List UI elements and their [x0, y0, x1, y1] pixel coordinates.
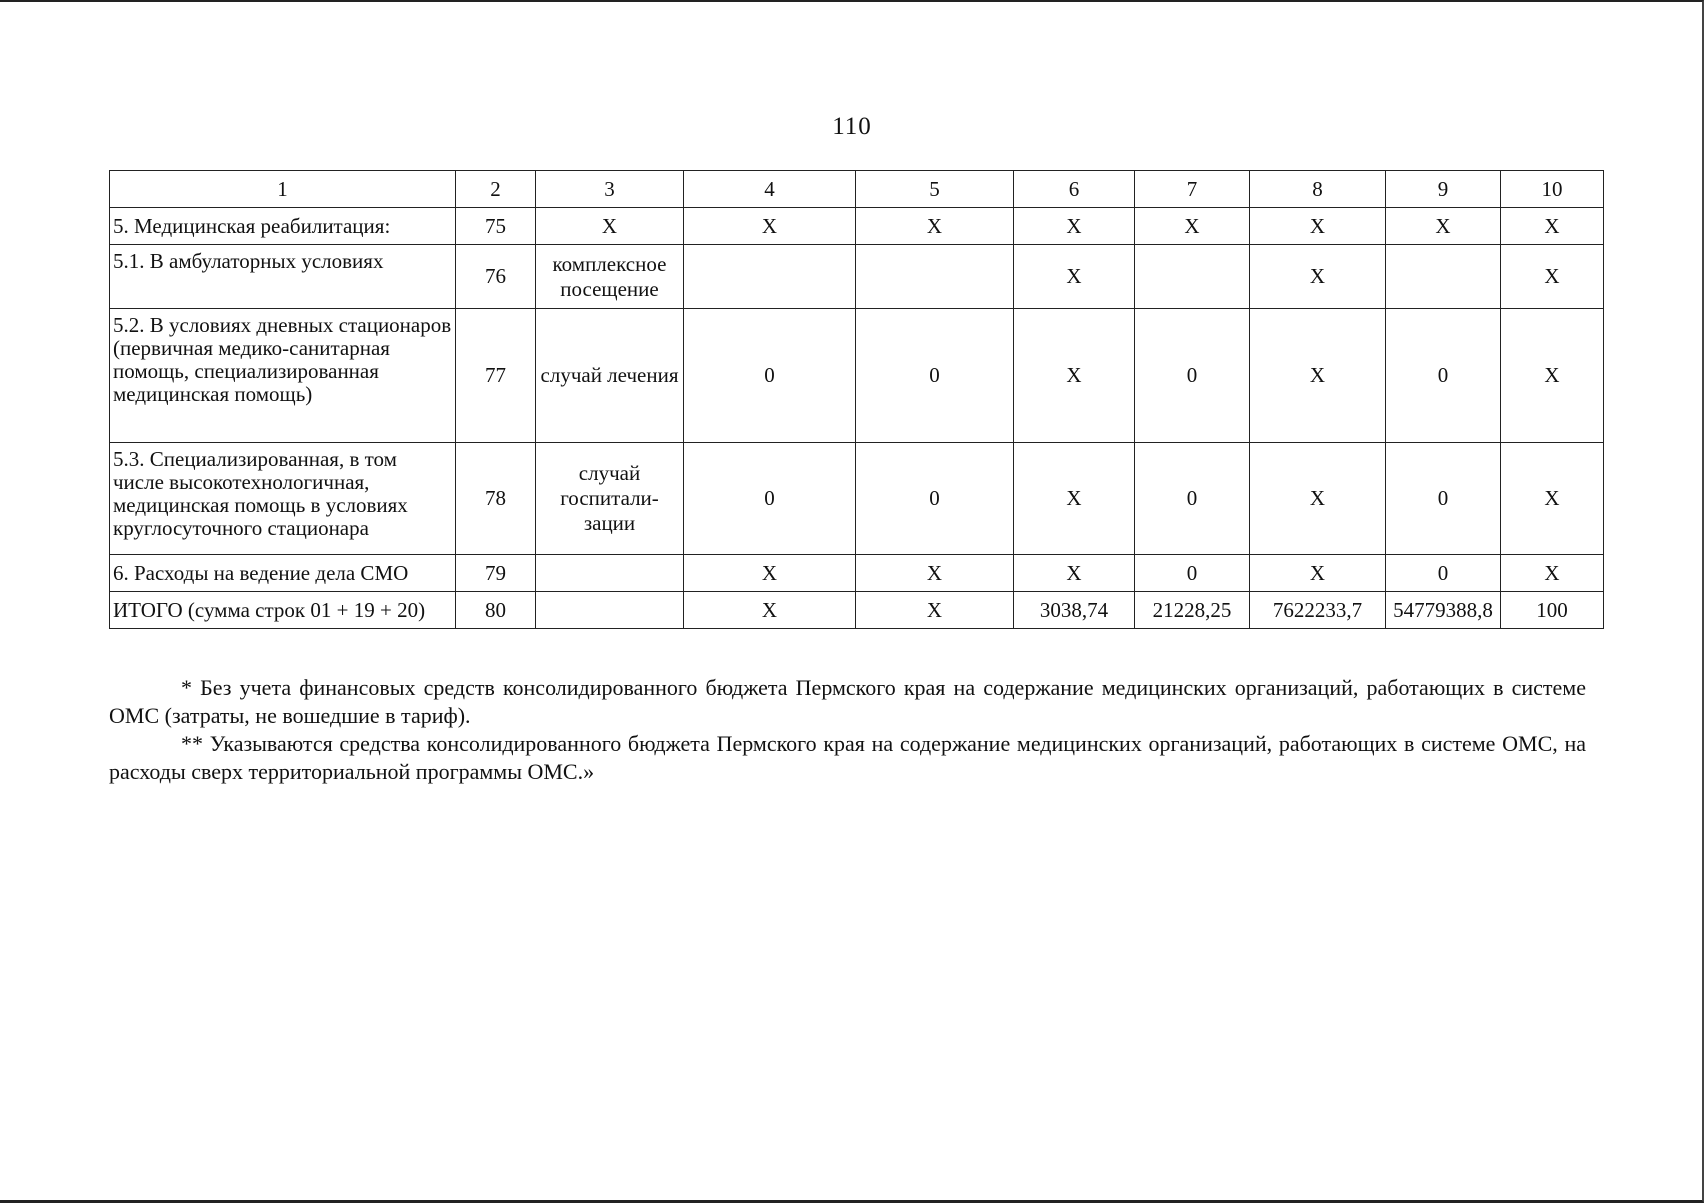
table-row	[110, 555, 1604, 592]
footnotes	[109, 674, 1586, 786]
cell-col6: X	[1014, 555, 1135, 592]
table-header-row	[110, 171, 1604, 208]
column-header: 5	[856, 171, 1014, 208]
cell-col8: X	[1250, 443, 1386, 555]
page-number: 110	[832, 113, 872, 140]
cell-col9: 0	[1386, 309, 1501, 443]
cell-col4: X	[684, 208, 856, 245]
cell-col7	[1135, 245, 1250, 309]
cell-col8: X	[1250, 208, 1386, 245]
row-name: ИТОГО (сумма строк 01 + 19 + 20)	[110, 592, 456, 629]
row-name: 5. Медицинская реабилитация:	[110, 208, 456, 245]
column-header: 3	[536, 171, 684, 208]
cell-col4: X	[684, 555, 856, 592]
cell-col8: 7622233,7	[1250, 592, 1386, 629]
cell-col9: 0	[1386, 443, 1501, 555]
cell-col5: X	[856, 208, 1014, 245]
cell-col4: 0	[684, 309, 856, 443]
cell-col8: X	[1250, 309, 1386, 443]
cell-col7: X	[1135, 208, 1250, 245]
column-header: 9	[1386, 171, 1501, 208]
budget-table	[109, 170, 1604, 629]
column-header: 8	[1250, 171, 1386, 208]
table-row-total	[110, 592, 1604, 629]
cell-col5: 0	[856, 309, 1014, 443]
row-unit: комплексное посещение	[536, 245, 684, 309]
cell-col10: X	[1501, 443, 1604, 555]
row-name: 5.2. В условиях дневных стационаров (первичная медико-санитарная помощь, специализированная медицинская помощь)	[110, 309, 456, 443]
cell-col9: 54779388,8	[1386, 592, 1501, 629]
cell-col7: 21228,25	[1135, 592, 1250, 629]
cell-col9: 0	[1386, 555, 1501, 592]
cell-col5: X	[856, 555, 1014, 592]
cell-col9	[1386, 245, 1501, 309]
footnote-single-asterisk: * Без учета финансовых средств консолидированного бюджета Пермского края на содержание медицинских организаций, работающих в системе ОМС (затраты, не вошедшие в тариф).	[109, 675, 1586, 728]
table-row	[110, 443, 1604, 555]
row-unit	[536, 555, 684, 592]
cell-col7: 0	[1135, 309, 1250, 443]
cell-col10: X	[1501, 309, 1604, 443]
column-header: 7	[1135, 171, 1250, 208]
cell-col5: X	[856, 592, 1014, 629]
table-row	[110, 208, 1604, 245]
row-name: 5.1. В амбулаторных условиях	[110, 245, 456, 309]
cell-col6: X	[1014, 443, 1135, 555]
row-unit	[536, 592, 684, 629]
cell-col10: 100	[1501, 592, 1604, 629]
row-unit: случай лечения	[536, 309, 684, 443]
cell-col6: 3038,74	[1014, 592, 1135, 629]
column-header: 6	[1014, 171, 1135, 208]
row-unit: X	[536, 208, 684, 245]
cell-col10: X	[1501, 245, 1604, 309]
cell-col10: X	[1501, 555, 1604, 592]
cell-col4: 0	[684, 443, 856, 555]
cell-col5: 0	[856, 443, 1014, 555]
cell-col4	[684, 245, 856, 309]
cell-col6: X	[1014, 208, 1135, 245]
cell-col6: X	[1014, 245, 1135, 309]
cell-col8: X	[1250, 245, 1386, 309]
row-unit: случай госпитали-зации	[536, 443, 684, 555]
row-code: 76	[456, 245, 536, 309]
cell-col10: X	[1501, 208, 1604, 245]
cell-col7: 0	[1135, 443, 1250, 555]
cell-col5	[856, 245, 1014, 309]
column-header: 2	[456, 171, 536, 208]
row-code: 80	[456, 592, 536, 629]
cell-col8: X	[1250, 555, 1386, 592]
column-header: 4	[684, 171, 856, 208]
cell-col4: X	[684, 592, 856, 629]
cell-col7: 0	[1135, 555, 1250, 592]
row-name: 5.3. Специализированная, в том числе высокотехнологичная, медицинская помощь в условиях круглосуточного стационара	[110, 443, 456, 555]
footnote-double-asterisk: ** Указываются средства консолидированного бюджета Пермского края на содержание медицинских организаций, работающих в системе ОМС, на расходы сверх территориальной программы ОМС.»	[109, 731, 1586, 784]
row-code: 79	[456, 555, 536, 592]
column-header: 1	[110, 171, 456, 208]
cell-col6: X	[1014, 309, 1135, 443]
column-header: 10	[1501, 171, 1604, 208]
table-row	[110, 245, 1604, 309]
row-name: 6. Расходы на ведение дела СМО	[110, 555, 456, 592]
cell-col9: X	[1386, 208, 1501, 245]
row-code: 75	[456, 208, 536, 245]
row-code: 78	[456, 443, 536, 555]
table-row	[110, 309, 1604, 443]
row-code: 77	[456, 309, 536, 443]
